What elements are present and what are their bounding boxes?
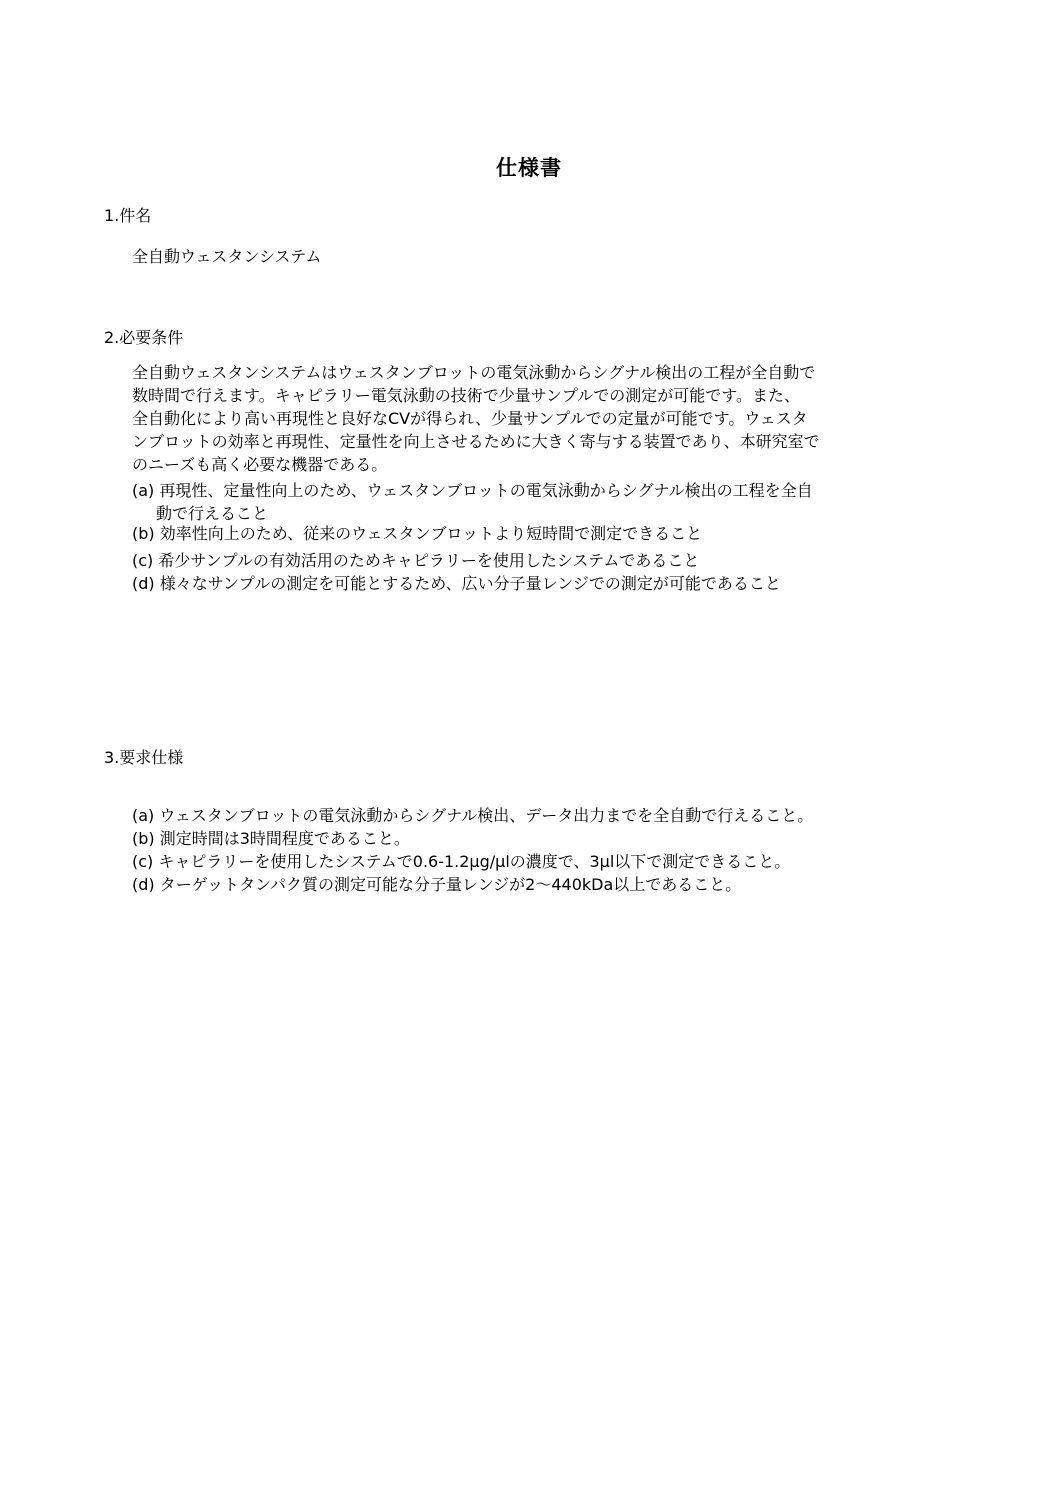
paragraph-line: 全自動ウェスタンシステムはウェスタンブロットの電気泳動からシグナル検出の工程が全自動で <box>132 363 816 382</box>
section3-item-a <box>132 804 813 827</box>
paragraph-line: 数時間で行えます。キャピラリー電気泳動の技術で少量サンプルでの測定が可能です。また、 <box>132 386 801 405</box>
section1-body: 全自動ウェスタンシステム <box>132 247 322 266</box>
item-line: (c) キャピラリーを使用したシステムで0.6-1.2μg/μlの濃度で、3μl以下で測定できること。 <box>132 852 791 871</box>
section3-item-b <box>132 827 410 850</box>
section2-item-a <box>132 479 813 525</box>
section2-item-c <box>132 549 699 572</box>
paragraph-line: 全自動化により高い再現性と良好なCVが得られ、少量サンプルでの定量が可能です。ウェスタ <box>132 409 808 428</box>
item-line-continuation: 動で行えること <box>156 504 269 523</box>
document-title: 仕様書 <box>496 156 562 180</box>
paragraph-line: ンブロットの効率と再現性、定量性を向上させるために大きく寄与する装置であり、本研究室で <box>132 432 820 451</box>
section2-heading: 2.必要条件 <box>104 328 184 347</box>
section2-item-d <box>132 572 781 595</box>
item-line: (d) ターゲットタンパク質の測定可能な分子量レンジが2～440kDa以上であること。 <box>132 875 742 894</box>
section3-item-c <box>132 850 790 873</box>
section3-heading: 3.要求仕様 <box>104 748 184 767</box>
section2-item-b <box>132 522 702 545</box>
section3-item-d <box>132 873 741 896</box>
item-line: (d) 様々なサンプルの測定を可能とするため、広い分子量レンジでの測定が可能であること <box>132 574 781 593</box>
section2-paragraph <box>132 361 932 476</box>
item-line: (a) ウェスタンブロットの電気泳動からシグナル検出、データ出力までを全自動で行えること。 <box>132 806 814 825</box>
item-line: (c) 希少サンプルの有効活用のためキャピラリーを使用したシステムであること <box>132 551 700 570</box>
paragraph-line: のニーズも高く必要な機器である。 <box>132 455 388 474</box>
section1-heading: 1.件名 <box>104 206 152 225</box>
item-line: (a) 再現性、定量性向上のため、ウェスタンブロットの電気泳動からシグナル検出の工程を全自 <box>132 481 813 500</box>
item-line: (b) 効率性向上のため、従来のウェスタンブロットより短時間で測定できること <box>132 524 703 543</box>
item-line: (b) 測定時間は3時間程度であること。 <box>132 829 410 848</box>
